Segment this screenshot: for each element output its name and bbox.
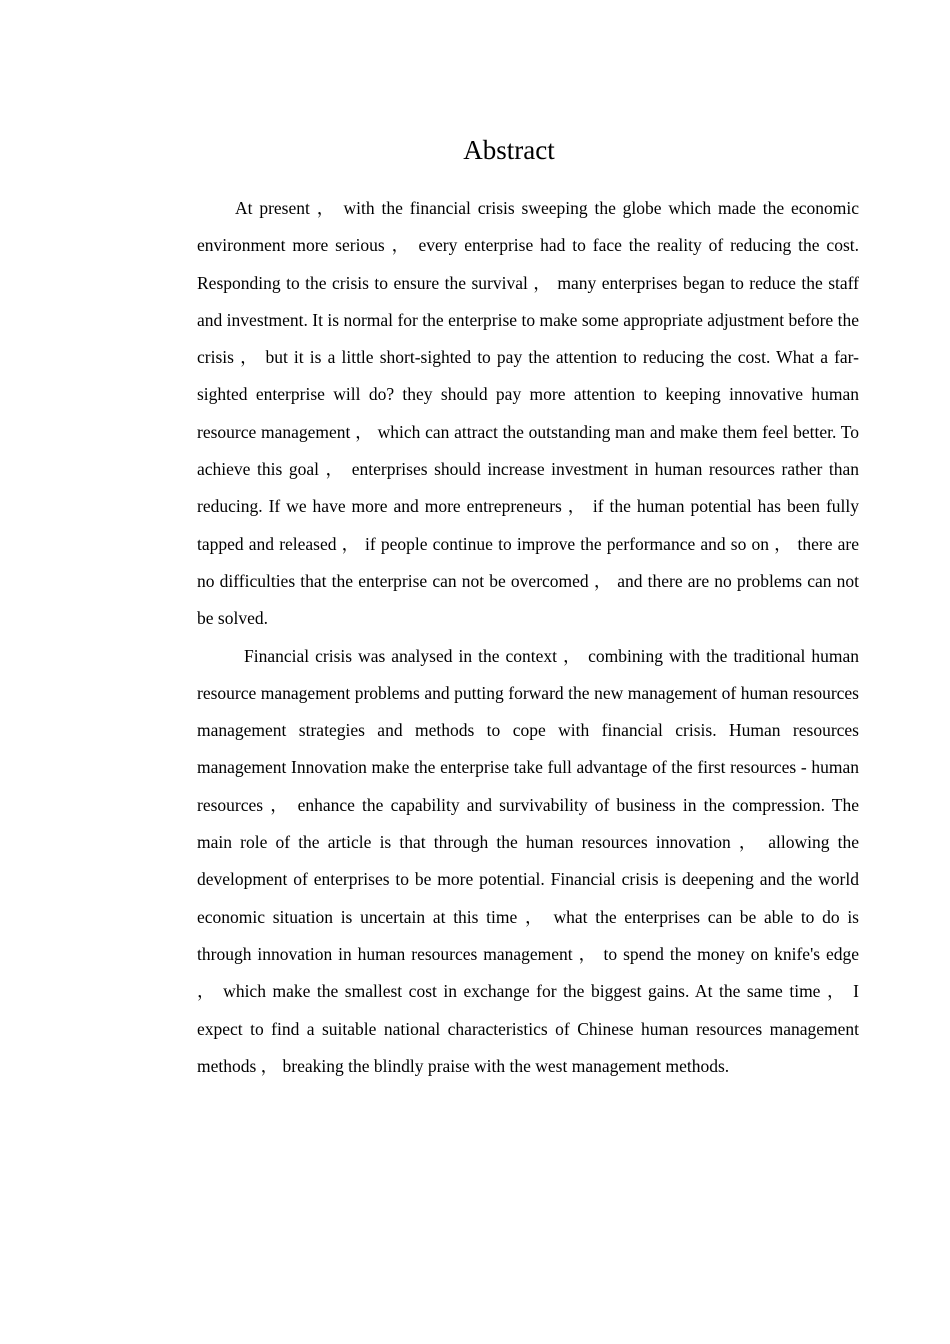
abstract-paragraph-2: Financial crisis was analysed in the context ， combining with the traditional human resource management problems and putting forward the new management of human resources management strategies and methods to cope with financial crisis. Human resources management Innovation make the enterprise take full advantage of the first resources - human resources ， enhance the capability and survivability of business in the compression. The main role of the article is that through the human resources innovation ， allowing the development of enterprises to be more potential. Financial crisis is deepening and the world economic situation is uncertain at this time ， what the enterprises can be able to do is through innovation in human resources management ， to spend the money on knife's edge ， which make the smallest cost in exchange for the biggest gains. At the same time ， I expect to find a suitable national characteristics of Chinese human resources management methods ， breaking the blindly praise with the west management methods. [197,645,859,1076]
abstract-paragraph-1: At present ， with the financial crisis sweeping the globe which made the economic environment more serious ， every enterprise had to face the reality of reducing the cost. Responding to the crisis to ensure the survival ， many enterprises began to reduce the staff and investment. It is normal for the enterprise to make some appropriate adjustment before the crisis ， but it is a little short-sighted to pay the attention to reducing the cost. What a far-sighted enterprise will do? they should pay more attention to keeping innovative human resource management ， which can attract the outstanding man and make them feel better. To achieve this goal ， enterprises should increase investment in human resources rather than reducing. If we have more and more entrepreneurs ， if the human potential has been fully tapped and released ， if people continue to improve the performance and so on ， there are no difficulties that the enterprise can not be overcomed ， and there are no problems can not be solved. [197,198,859,629]
page-title: Abstract [463,135,555,165]
abstract-body [197,190,859,1085]
